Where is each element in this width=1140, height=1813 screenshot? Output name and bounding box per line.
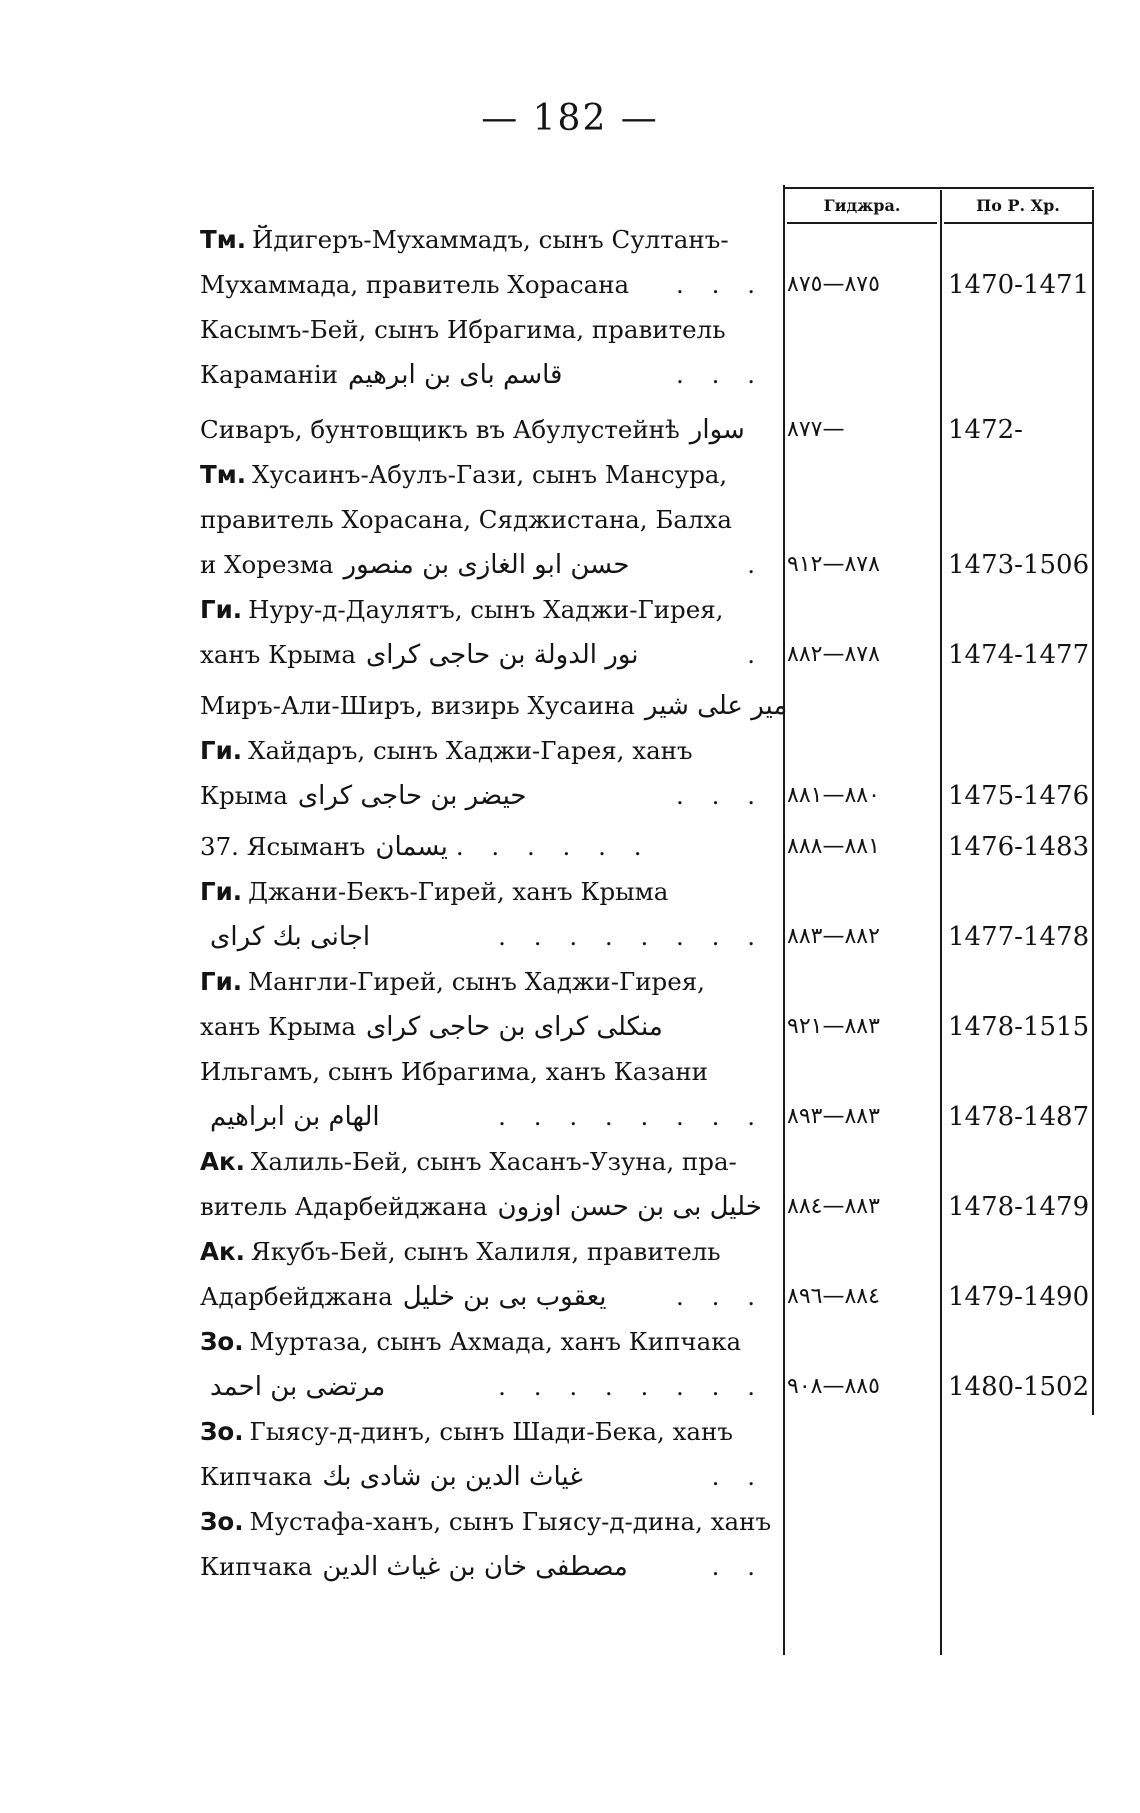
ad-date: 1470-1471 <box>948 270 1090 300</box>
entry-text-group <box>200 413 745 447</box>
entry-text: Караманіи <box>200 360 339 389</box>
entry-text: Нуру-д-Даулятъ, сынъ Хаджи-Гирея, <box>248 595 724 624</box>
hijra-date: ٨٨٠—٨٨١ <box>787 783 880 808</box>
entry-text: Муртаза, сынъ Ахмада, ханъ Кипчака <box>249 1327 742 1356</box>
entry-text: Миръ-Али-Ширъ, визирь Хусаина <box>200 691 635 720</box>
leader-dots: . . . <box>676 360 765 389</box>
table-top-rule <box>783 187 1094 189</box>
leader-dots: . . . <box>676 1282 765 1311</box>
arabic-name: اجانى بك كراى <box>210 922 371 952</box>
entry-text-group <box>200 358 562 392</box>
arabic-name: حسن ابو الغازى بن منصور <box>343 550 630 580</box>
hijra-date: ٨٨٤—٨٩٦ <box>787 1284 880 1309</box>
entry-text: Йдигеръ-Мухаммадъ, сынъ Султанъ- <box>252 225 729 254</box>
arabic-name: سوار <box>689 415 745 445</box>
arabic-name: حيضر بن حاجى كراى <box>297 781 527 811</box>
entry-line <box>200 1055 765 1089</box>
entry-text: и Хорезма <box>200 550 334 579</box>
arabic-name: قاسم باى بن ابرهيم <box>348 360 563 390</box>
dynasty-tag: Зо. <box>200 1327 244 1356</box>
ad-date: 1480-1502 <box>948 1372 1090 1402</box>
entry-text-group <box>200 503 732 537</box>
leader-dots: . . . . . . . . <box>498 1372 765 1401</box>
dynasty-tag: Зо. <box>200 1417 244 1446</box>
entry-text: 37. Ясыманъ <box>200 832 366 861</box>
hijra-date: ٨٧٧— <box>787 417 845 442</box>
entry-line <box>200 413 765 447</box>
entry-line <box>200 458 765 492</box>
ad-date: 1473-1506 <box>948 550 1090 580</box>
entry-text: Кипчака <box>200 1552 313 1581</box>
entry-text-group <box>200 1415 733 1449</box>
leader-dots: . . . . . . . . <box>498 1102 765 1131</box>
column-header-ad: По Р. Хр. <box>976 196 1060 215</box>
hijra-date: ٨٧٨—٨٨٢ <box>787 642 880 667</box>
ad-date: 1472- <box>948 415 1023 445</box>
leader-dots: . . . . . . <box>455 832 652 861</box>
entry-text-group <box>200 965 705 999</box>
hijra-date: ٨٨٣—٨٨٤ <box>787 1194 880 1219</box>
leader-dots: . . . <box>676 270 765 299</box>
dynasty-tag: Зо. <box>200 1507 244 1536</box>
entry-text-group <box>200 313 726 347</box>
entry-text: Якубъ-Бей, сынъ Халиля, правитель <box>250 1237 721 1266</box>
entry-line <box>200 1460 765 1494</box>
entry-line <box>200 1190 765 1224</box>
entry-text: Ильгамъ, сынъ Ибрагима, ханъ Казани <box>200 1057 708 1086</box>
entry-text: Хусаинъ-Абулъ-Гази, сынъ Мансура, <box>252 460 728 489</box>
ad-date: 1475-1476 <box>948 781 1090 811</box>
table-middle-rule <box>940 190 942 1655</box>
arabic-name: غياث الدين بن شادى بك <box>322 1462 583 1492</box>
entry-line <box>200 920 765 954</box>
entry-text-group <box>200 458 727 492</box>
entry-text-group <box>200 593 723 627</box>
hijra-date: ٨٨١—٨٨٨ <box>787 834 880 859</box>
entry-text: Адарбейджана <box>200 1282 393 1311</box>
entry-line <box>200 358 765 392</box>
arabic-name: الهام بن ابراهيم <box>210 1102 380 1132</box>
entry-text: Мустафа-ханъ, сынъ Гыясу-д-дина, ханъ <box>249 1507 772 1536</box>
arabic-name: يعقوب بى بن خليل <box>402 1282 607 1312</box>
entry-line <box>200 779 765 813</box>
entry-text: Джани-Бекъ-Гирей, ханъ Крыма <box>248 877 669 906</box>
entry-text-group <box>200 223 729 257</box>
entry-text-group <box>200 1190 762 1224</box>
leader-dots: . . <box>711 1462 765 1491</box>
entry-line <box>200 1370 765 1404</box>
entry-text-group <box>200 689 787 723</box>
table-left-rule <box>783 185 785 1655</box>
entry-text-group <box>200 1370 385 1404</box>
entry-text: Крыма <box>200 781 288 810</box>
dynasty-tag: Ги. <box>200 595 243 624</box>
entry-text-group <box>200 548 629 582</box>
entry-text-group <box>200 638 639 672</box>
entry-text-group <box>200 1280 606 1314</box>
entry-text: Мангли-Гирей, сынъ Хаджи-Гирея, <box>248 967 705 996</box>
entry-line <box>200 965 765 999</box>
entry-line <box>200 689 788 723</box>
entry-text-group <box>200 779 526 813</box>
column-header-hijra: Гиджра. <box>823 196 901 215</box>
entry-line <box>200 223 765 257</box>
ad-date: 1478-1515 <box>948 1012 1090 1042</box>
entry-text-group <box>200 920 370 954</box>
hijra-date: ٨٧٨—٩١٢ <box>787 552 880 577</box>
entry-line <box>200 1145 765 1179</box>
arabic-name: مرتضى بن احمد <box>210 1372 386 1402</box>
hijra-date: ٨٨٥—٩٠٨ <box>787 1374 880 1399</box>
entry-line <box>200 593 765 627</box>
dynasty-tag: Ги. <box>200 967 243 996</box>
dynasty-tag: Тм. <box>200 225 247 254</box>
entry-text-group <box>200 1325 741 1359</box>
hijra-date: ٨٨٢—٨٨٣ <box>787 924 880 949</box>
entry-line <box>200 1010 765 1044</box>
entry-text-group <box>200 268 629 302</box>
dynasty-tag: Тм. <box>200 460 247 489</box>
leader-dots: . . <box>711 1552 765 1581</box>
entry-text-group <box>200 1460 583 1494</box>
entry-line <box>200 268 765 302</box>
entry-text: Кипчака <box>200 1462 313 1491</box>
leader-dots: . <box>747 640 765 669</box>
arabic-name: نور الدولة بن حاجى كراى <box>365 640 639 670</box>
leader-dots: . . . <box>676 781 765 810</box>
dynasty-tag: Ак. <box>200 1237 245 1266</box>
entry-text-group <box>200 1550 628 1584</box>
entry-text: ханъ Крыма <box>200 640 356 669</box>
entry-text-group <box>200 830 448 864</box>
table-header-rule <box>787 222 937 224</box>
entry-text: правитель Хорасана, Сяджистана, Балха <box>200 505 732 534</box>
entry-line <box>200 1280 765 1314</box>
entry-line <box>200 875 765 909</box>
entry-line <box>200 548 765 582</box>
entry-text: Касымъ-Бей, сынъ Ибрагима, правитель <box>200 315 726 344</box>
entry-text-group <box>200 1055 708 1089</box>
ad-date: 1476-1483 <box>948 832 1090 862</box>
entry-line <box>200 1415 765 1449</box>
entry-text-group <box>200 1505 771 1539</box>
page-number: — 182 — <box>481 98 659 139</box>
arabic-name: منكلى كراى بن حاجى كراى <box>365 1012 663 1042</box>
leader-dots: . . . . . . . . <box>498 922 765 951</box>
arabic-name: يسمان <box>375 832 448 862</box>
entry-line <box>200 503 765 537</box>
dynasty-tag: Ги. <box>200 877 243 906</box>
entry-text: Халиль-Бей, сынъ Хасанъ-Узуна, пра- <box>250 1147 737 1176</box>
entry-text: ханъ Крыма <box>200 1012 356 1041</box>
entry-line <box>200 1325 765 1359</box>
entry-line <box>200 830 765 864</box>
entry-line <box>200 638 765 672</box>
entry-line <box>200 1100 765 1134</box>
hijra-date: ٨٨٣—٩٢١ <box>787 1014 880 1039</box>
entry-text: Мухаммада, правитель Хорасана <box>200 270 630 299</box>
entry-text: Сиваръ, бунтовщикъ въ Абулустейнѣ <box>200 415 680 444</box>
entry-line <box>200 313 765 347</box>
dynasty-tag: Ак. <box>200 1147 245 1176</box>
arabic-name: مصطفى خان بن غياث الدين <box>322 1552 628 1582</box>
hijra-date: ٨٧٥—٨٧٥ <box>787 272 880 297</box>
ad-date: 1474-1477 <box>948 640 1090 670</box>
ad-date: 1478-1487 <box>948 1102 1090 1132</box>
entry-text: витель Адарбейджана <box>200 1192 488 1221</box>
ad-date: 1477-1478 <box>948 922 1090 952</box>
entry-text-group <box>200 1100 380 1134</box>
ad-date: 1479-1490 <box>948 1282 1090 1312</box>
entry-line <box>200 1550 765 1584</box>
entry-text-group <box>200 734 693 768</box>
entry-line <box>200 734 765 768</box>
entry-text: Хайдаръ, сынъ Хаджи-Гарея, ханъ <box>248 736 693 765</box>
ad-date: 1478-1479 <box>948 1192 1090 1222</box>
entry-text-group <box>200 1145 737 1179</box>
hijra-date: ٨٨٣—٨٩٣ <box>787 1104 880 1129</box>
table-header-rule-ad <box>944 222 1092 224</box>
entry-line <box>200 1505 772 1539</box>
arabic-name: مير على شير <box>644 691 788 721</box>
entry-line <box>200 1235 765 1269</box>
entry-text: Гыясу-д-динъ, сынъ Шади-Бека, ханъ <box>249 1417 733 1446</box>
entry-text-group <box>200 875 668 909</box>
dynasty-tag: Ги. <box>200 736 243 765</box>
arabic-name: خليل بى بن حسن اوزون <box>497 1192 762 1222</box>
leader-dots: . <box>747 550 765 579</box>
entry-text-group <box>200 1010 663 1044</box>
entry-text-group <box>200 1235 721 1269</box>
